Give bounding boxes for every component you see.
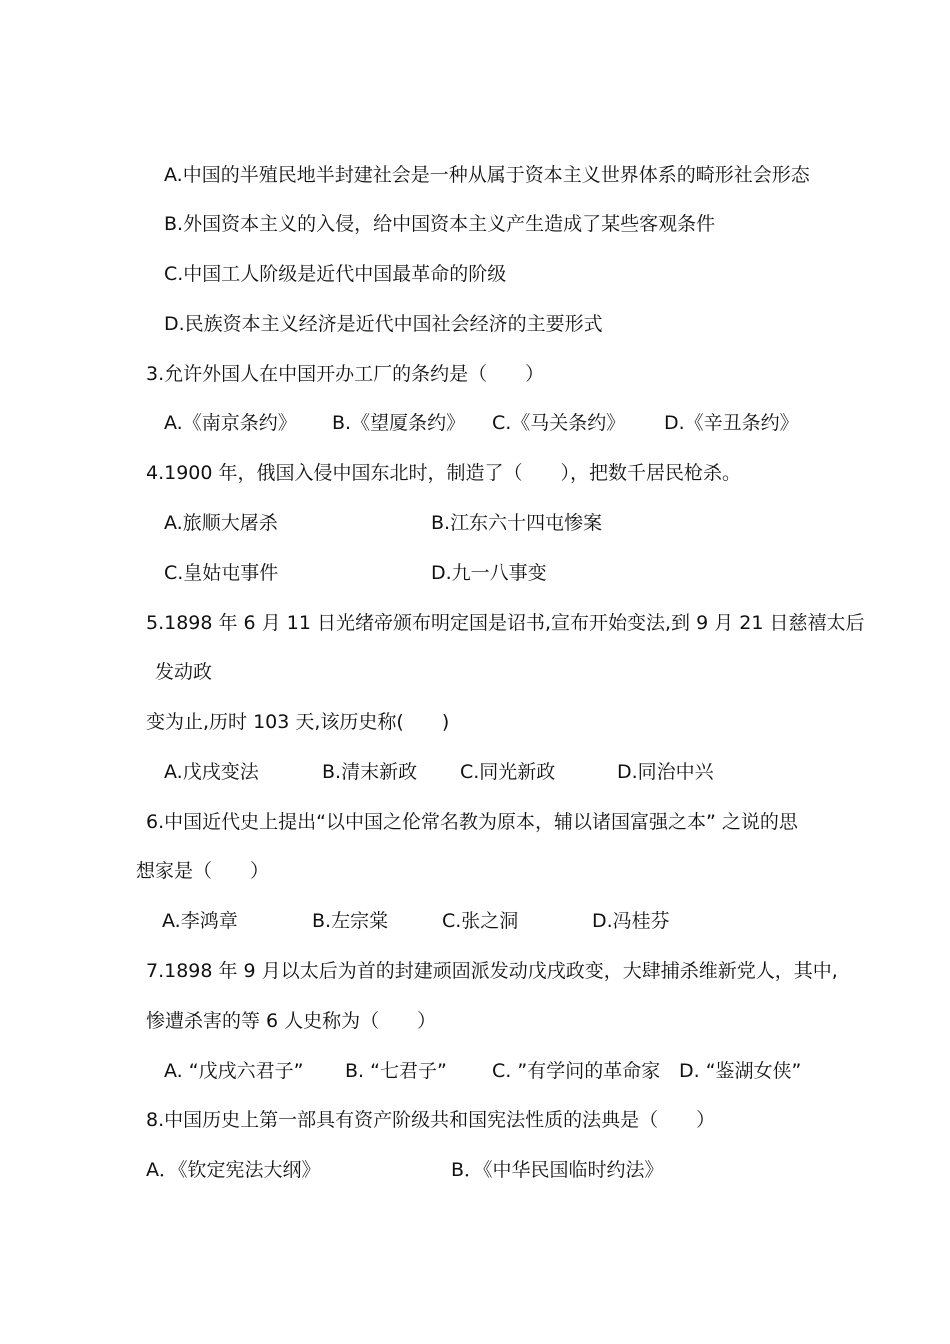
q2-option-c: C.中国工人阶级是近代中国最革命的阶级 — [164, 263, 507, 285]
q8-option-b: B．《中华民国临时约法》 — [451, 1159, 664, 1181]
q4-option-a: A.旅顺大屠杀 — [164, 512, 278, 534]
q7-option-d: D. “鉴湖女侠” — [679, 1060, 802, 1082]
q6-stem-line1: 6.中国近代史上提出“以中国之伦常名教为原本，辅以诸国富强之本” 之说的思 — [146, 811, 798, 833]
q6-option-c: C.张之洞 — [442, 910, 519, 932]
q7-stem-line1: 7.1898 年 9 月以太后为首的封建顽固派发动戊戌政变，大肆捕杀维新党人，其中, — [146, 960, 838, 982]
q2-option-a: A.中国的半殖民地半封建社会是一种从属于资本主义世界体系的畸形社会形态 — [164, 164, 810, 186]
q6-option-d: D.冯桂芬 — [592, 910, 670, 932]
q5-option-c: C.同光新政 — [460, 761, 556, 783]
q5-stem-line3: 变为止,历时 103 天,该历史称( ) — [146, 711, 450, 733]
q3-option-d: D.《辛丑条约》 — [664, 412, 799, 434]
q7-stem-line2: 惨遭杀害的等 6 人史称为（ ） — [146, 1010, 437, 1032]
q4-option-d: D.九一八事变 — [431, 562, 547, 584]
q3-stem: 3.允许外国人在中国开办工厂的条约是（ ） — [146, 363, 545, 385]
q4-option-c: C.皇姑屯事件 — [164, 562, 279, 584]
q7-option-b: B. “七君子” — [345, 1060, 447, 1082]
q5-option-a: A.戊戌变法 — [164, 761, 259, 783]
q7-option-a: A. “戊戌六君子” — [164, 1060, 304, 1082]
q3-option-b: B.《望厦条约》 — [332, 412, 466, 434]
q4-stem: 4.1900 年，俄国入侵中国东北时，制造了（ ），把数千居民枪杀。 — [146, 462, 742, 484]
q6-option-b: B.左宗棠 — [312, 910, 389, 932]
q2-option-d: D.民族资本主义经济是近代中国社会经济的主要形式 — [164, 313, 603, 335]
q2-option-b: B.外国资本主义的入侵，给中国资本主义产生造成了某些客观条件 — [164, 213, 716, 235]
q7-option-c: C. ”有学问的革命家 — [492, 1060, 661, 1082]
q5-stem-line1: 5.1898 年 6 月 11 日光绪帝颁布明定国是诏书,宣布开始变法,到 9 月 21 日慈禧太后 — [146, 612, 865, 634]
q8-option-a: A．《钦定宪法大纲》 — [146, 1159, 321, 1181]
q6-stem-line2: 想家是（ ） — [136, 860, 270, 882]
q5-stem-line2: 发动政 — [155, 661, 213, 683]
q8-stem: 8.中国历史上第一部具有资产阶级共和国宪法性质的法典是（ ） — [146, 1109, 716, 1131]
q6-option-a: A.李鸿章 — [162, 910, 238, 932]
q4-option-b: B.江东六十四屯惨案 — [431, 512, 603, 534]
q3-option-c: C.《马关条约》 — [492, 412, 626, 434]
q3-option-a: A.《南京条约》 — [164, 412, 297, 434]
q5-option-b: B.清末新政 — [322, 761, 418, 783]
q5-option-d: D.同治中兴 — [617, 761, 714, 783]
